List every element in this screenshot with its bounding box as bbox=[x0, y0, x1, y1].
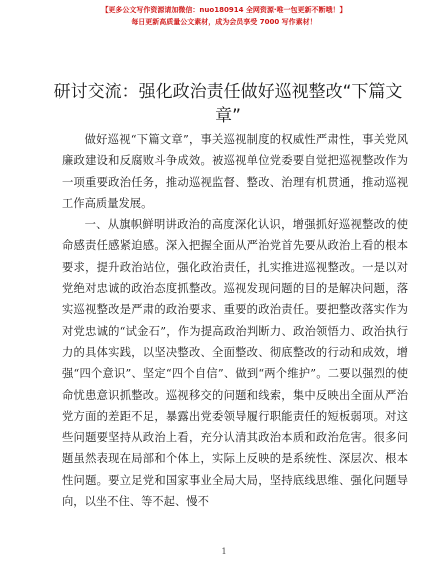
promo-banner bbox=[0, 4, 448, 28]
page-number: 1 bbox=[221, 547, 227, 556]
promo-line-2: 每日更新高质量公文素材，成为会员享受 7000 写作素材！ bbox=[131, 18, 317, 26]
promo-line-1: 【更多公文写作资源请加微信：nuo180914 全网资源·唯一包更新不断哦！】 bbox=[101, 6, 347, 14]
section-one-paragraph: 一、从旗帜鲜明讲政治的高度深化认识，增强抓好巡视整改的使命感责任感紧迫感。深入把握全面从严治党首先要从政治上看的根本要求，提升政治站位，强化政治责任，扎实推进巡视整改。一是以对党绝对忠诚的政治态度抓整改。巡视发现问题的目的是解决问题，落实巡视整改是严肃的政治要求、重要的政治责任。要把整改落实作为对党忠诚的“试金石”，作为提高政治判断力、政治领悟力、政治执行力的具体实践，以坚决整改、全面整改、彻底整改的行动和成效，增强“四个意识”、坚定“四个自信”、做到“两个维护”。二要以强烈的使命忧患意识抓整改。巡视移交的问题和线索，集中反映出全面从严治党方面的差距不足，暴露出党委领导履行职能责任的短板弱项。对这些问题要坚持从政治上看，充分认清其政治本质和政治危害。很多问题虽然表现在局部和个体上，实际上反映的是系统性、深层次、根本性问题。要立足党和国家事业全局大局，坚持底线思维、强化问题导向，以坐不住、等不起、慢不 bbox=[62, 218, 408, 509]
document-title: 研讨交流：强化政治责任做好巡视整改“下篇文章” bbox=[53, 82, 403, 126]
document-body bbox=[62, 129, 408, 512]
intro-paragraph: 做好巡视“下篇文章”，事关巡视制度的权威性严肃性，事关党风廉政建设和反腐败斗争成效。被巡视单位党委要自觉把巡视整改作为一项重要政治任务，推动巡视监督、整改、治理有机贯通，推动巡视工作高质量发展。 bbox=[62, 133, 408, 210]
